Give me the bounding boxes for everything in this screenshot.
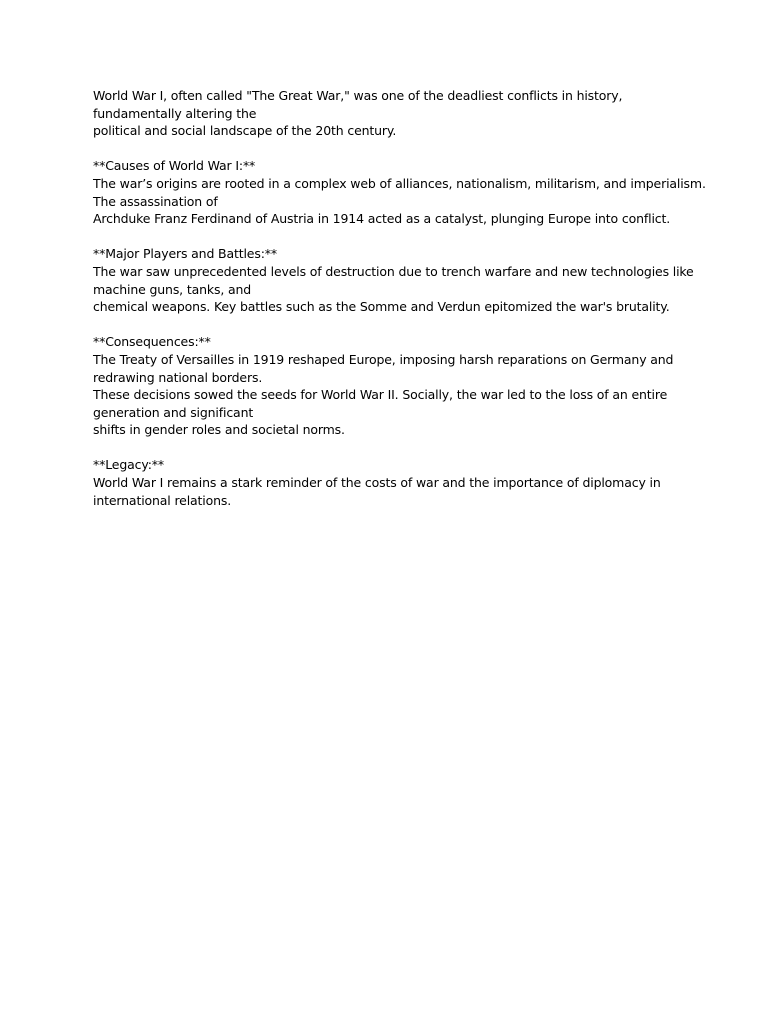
consequences-line: shifts in gender roles and societal norms. bbox=[93, 422, 345, 438]
intro-line: fundamentally altering the bbox=[93, 105, 257, 121]
blank-line bbox=[93, 140, 693, 158]
consequences-heading: **Consequences:** bbox=[93, 334, 211, 350]
blank-line bbox=[93, 228, 693, 246]
legacy-heading: **Legacy:** bbox=[93, 457, 164, 473]
players-line: machine guns, tanks, and bbox=[93, 281, 252, 297]
consequences-section bbox=[93, 333, 693, 439]
intro-line: political and social landscape of the 20th century. bbox=[93, 123, 397, 139]
intro-paragraph bbox=[93, 87, 693, 140]
intro-line: World War I, often called "The Great War," was one of the deadliest conflicts in history, bbox=[93, 88, 623, 103]
causes-heading: **Causes of World War I:** bbox=[93, 158, 256, 174]
blank-line bbox=[93, 439, 693, 457]
consequences-line: generation and significant bbox=[93, 404, 254, 420]
consequences-line: redrawing national borders. bbox=[93, 369, 263, 385]
legacy-line: World War I remains a stark reminder of the costs of war and the importance of diplomacy in bbox=[93, 475, 661, 491]
players-line: chemical weapons. Key battles such as the Somme and Verdun epitomized the war's brutality. bbox=[93, 299, 670, 315]
players-heading: **Major Players and Battles:** bbox=[93, 246, 277, 262]
blank-line bbox=[93, 316, 693, 334]
players-line: The war saw unprecedented levels of destruction due to trench warfare and new technologies like bbox=[93, 263, 694, 279]
causes-line: The assassination of bbox=[93, 193, 218, 209]
legacy-line: international relations. bbox=[93, 492, 232, 508]
causes-section bbox=[93, 157, 706, 227]
consequences-line: These decisions sowed the seeds for World War II. Socially, the war led to the loss of an entire bbox=[93, 387, 668, 403]
consequences-line: The Treaty of Versailles in 1919 reshaped Europe, imposing harsh reparations on Germany and bbox=[93, 351, 674, 367]
players-section bbox=[93, 245, 693, 315]
causes-line: Archduke Franz Ferdinand of Austria in 1914 acted as a catalyst, plunging Europe into conflict. bbox=[93, 211, 671, 227]
document-page bbox=[93, 87, 706, 509]
legacy-section bbox=[93, 456, 693, 509]
causes-line: The war’s origins are rooted in a complex web of alliances, nationalism, militarism, and imperialism. bbox=[93, 175, 706, 191]
